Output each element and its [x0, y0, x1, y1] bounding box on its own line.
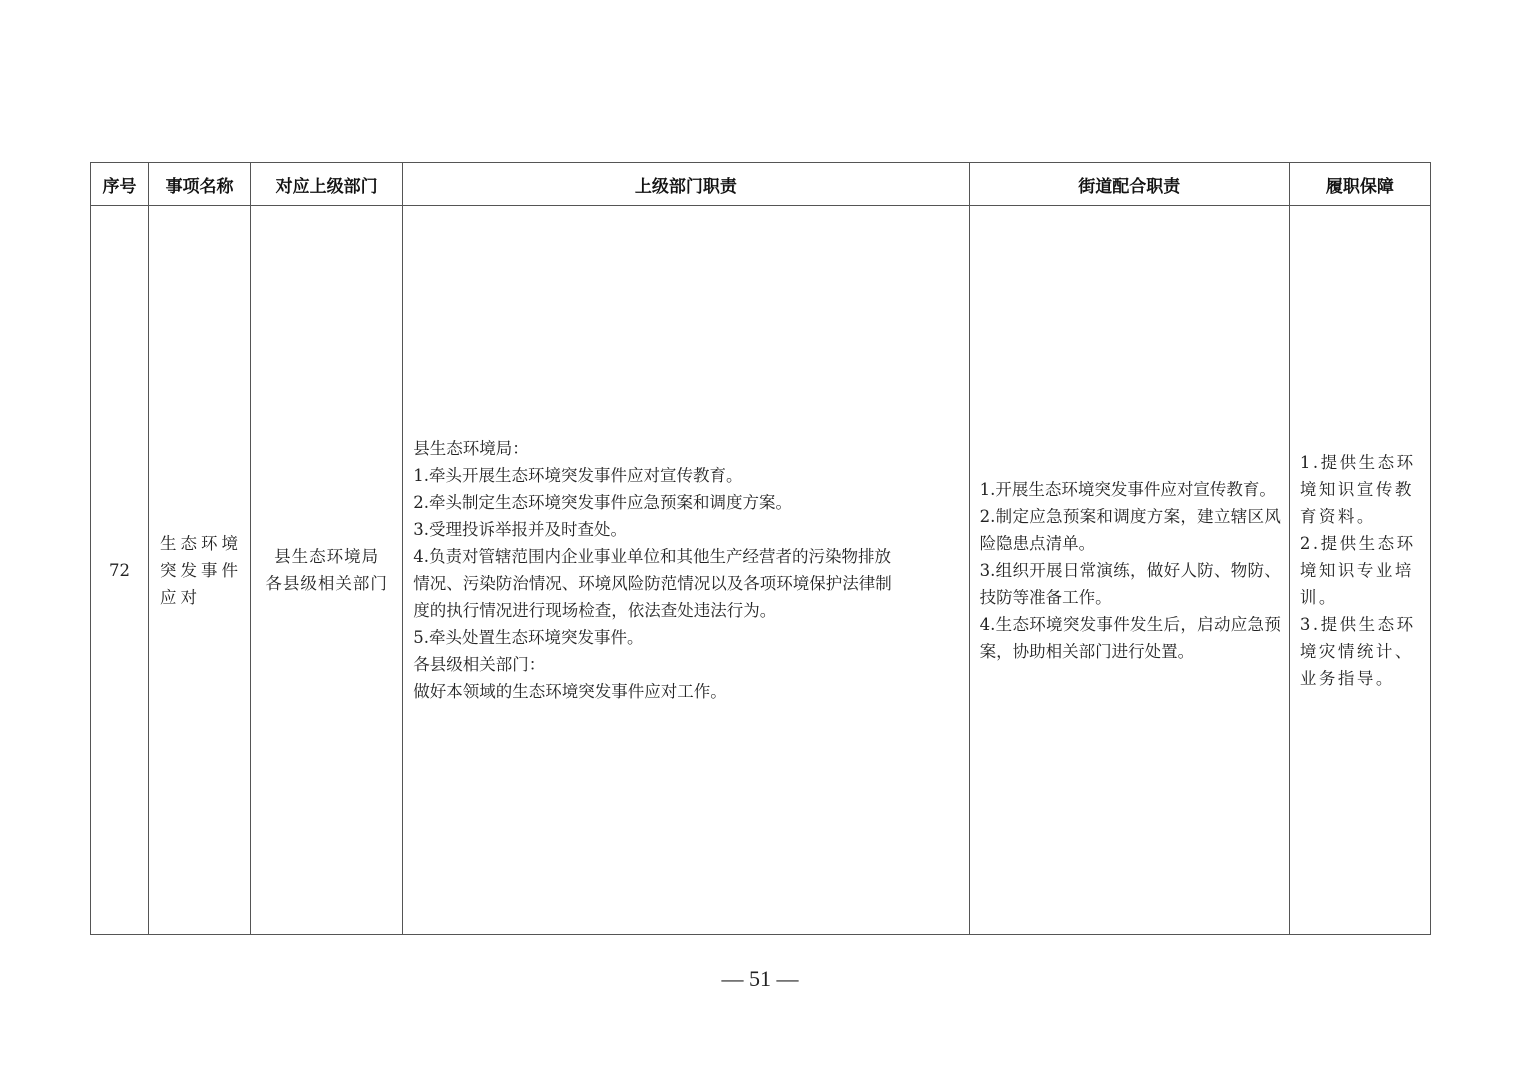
item-name-line: 突发事件: [160, 560, 243, 580]
guarantee-line: 1.提供生态环: [1299, 452, 1416, 472]
header-item-name: 事项名称: [149, 163, 251, 206]
guarantee-line: 境灾情统计、: [1299, 641, 1414, 661]
header-street-duties: 街道配合职责: [969, 163, 1289, 206]
department-line: 县生态环境局: [274, 547, 380, 566]
header-upper-department: 对应上级部门: [251, 163, 403, 206]
guarantee-line: 境知识宣传教: [1299, 479, 1414, 499]
cell-upper-department: [251, 206, 403, 935]
cell-street-duties: [969, 206, 1289, 935]
cell-item-name: [149, 206, 251, 935]
item-name-line: 生态环境: [160, 533, 243, 553]
table-row: [91, 206, 1431, 935]
guarantee-line: 境知识专业培: [1299, 560, 1414, 580]
duty-table: [90, 162, 1431, 935]
upper-duty-line: 县生态环境局：: [413, 439, 529, 458]
header-guarantee: 履职保障: [1289, 163, 1430, 206]
cell-guarantee: [1289, 206, 1430, 935]
upper-duty-line: 5.牵头处置生态环境突发事件。: [413, 628, 644, 647]
street-duty-item: 4.生态环境突发事件发生后，启动应急预案，协助相关部门进行处置。: [979, 614, 1281, 661]
upper-duty-line: 度的执行情况进行现场检查，依法查处违法行为。: [413, 601, 777, 620]
table-header-row: [91, 163, 1431, 206]
header-upper-duties: 上级部门职责: [403, 163, 969, 206]
street-duty-item: 2.制定应急预案和调度方案，建立辖区风险隐患点清单。: [979, 506, 1281, 553]
cell-upper-duties: [403, 206, 969, 935]
guarantee-line: 业务指导。: [1299, 668, 1395, 688]
cell-serial-number: 72: [91, 206, 149, 935]
street-duty-item: 1.开展生态环境突发事件应对宣传教育。: [979, 479, 1276, 499]
header-serial-number: 序号: [91, 163, 149, 206]
page-number: — 51 —: [721, 966, 799, 991]
guarantee-line: 3.提供生态环: [1299, 614, 1416, 634]
guarantee-line: 训。: [1299, 587, 1338, 607]
department-line: 各县级相关部门: [265, 574, 388, 593]
street-duty-item: 3.组织开展日常演练，做好人防、物防、技防等准备工作。: [979, 560, 1281, 607]
item-name-line: 应对: [160, 587, 202, 607]
upper-duty-line: 2.牵头制定生态环境突发事件应急预案和调度方案。: [413, 493, 792, 512]
guarantee-line: 育资料。: [1299, 506, 1376, 526]
guarantee-line: 2.提供生态环: [1299, 533, 1416, 553]
upper-duty-line: 做好本领域的生态环境突发事件应对工作。: [413, 682, 727, 701]
upper-duty-line: 3.受理投诉举报并及时查处。: [413, 520, 627, 539]
upper-duty-line: 1.牵头开展生态环境突发事件应对宣传教育。: [413, 466, 743, 485]
upper-duty-line: 各县级相关部门：: [413, 655, 546, 674]
upper-duty-line: 情况、污染防治情况、环境风险防范情况以及各项环境保护法律制: [413, 574, 892, 593]
upper-duty-line: 4.负责对管辖范围内企业事业单位和其他生产经营者的污染物排放: [413, 547, 891, 566]
